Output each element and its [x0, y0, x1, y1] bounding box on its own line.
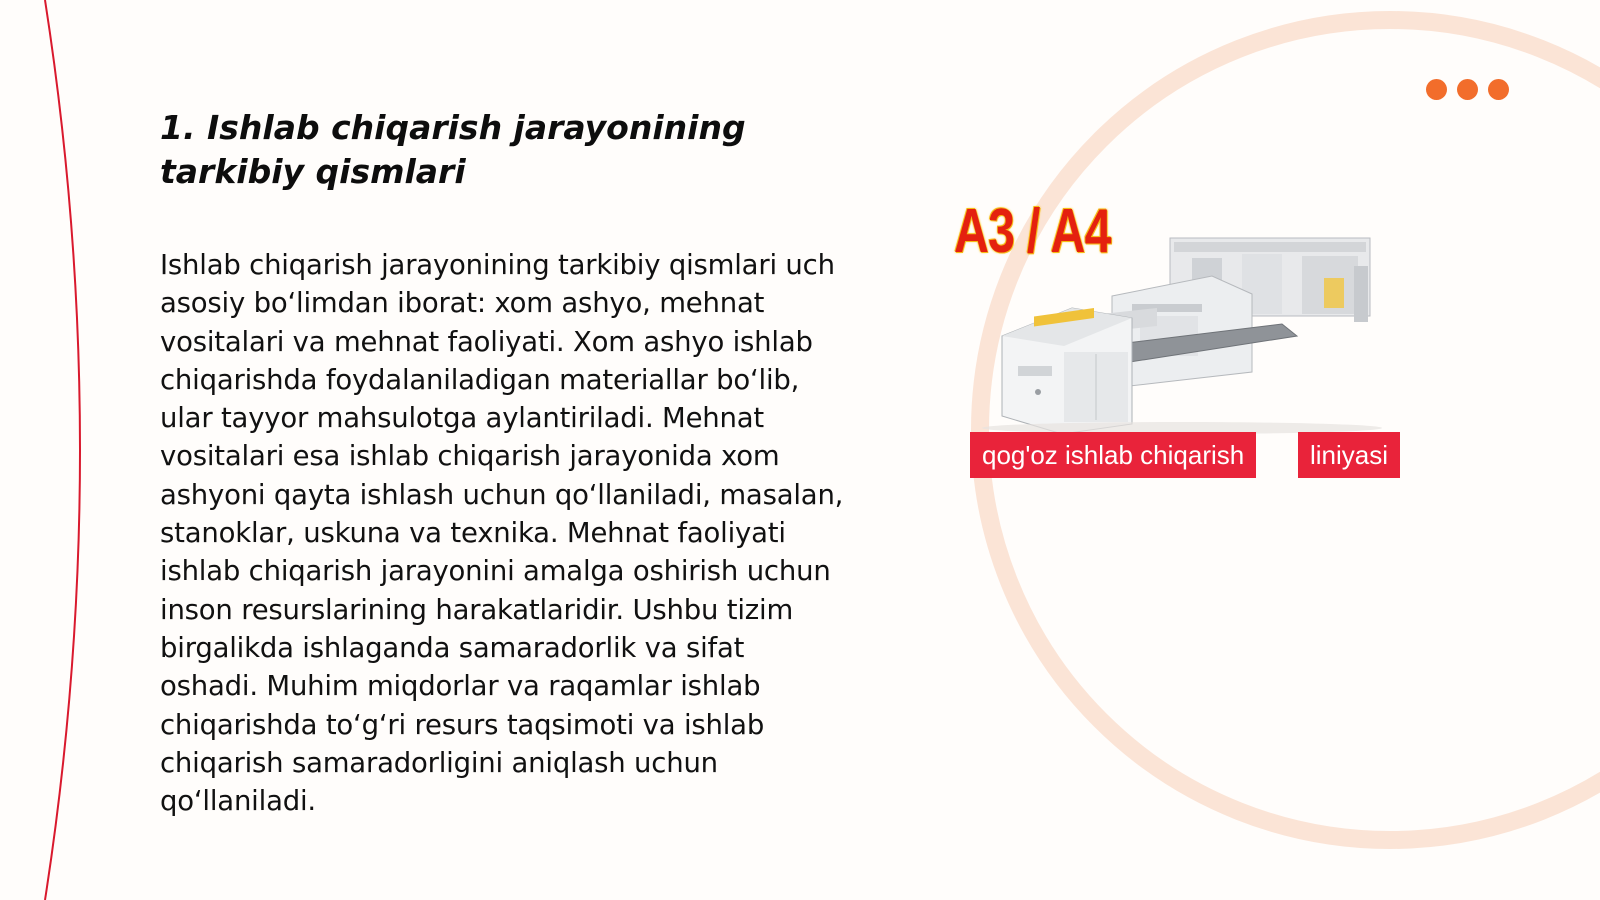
slide-title: 1. Ishlab chiqarish jarayonining tarkibiy qismlari [160, 108, 746, 191]
dot [1457, 79, 1478, 100]
dot [1426, 79, 1447, 100]
slide-body-text: Ishlab chiqarish jarayonining tarkibiy qismlari uch asosiy bo‘limdan iborat: xom ashyo, mehnat vositalari va mehnat faoliyati. Xom ashyo ishlab chiqarishda foydalaniladigan materiallar bo‘lib, ular tayyor mahsulotga aylantiriladi. Mehnat vositalari esa ishlab chiqarish jarayonida xom ashyoni qayta ishlash uchun qo‘llaniladi, masalan, stanoklar, uskuna va texnika. Mehnat faoliyati ishlab chiqarish jarayonini amalga oshirish uchun inson resurslarining harakatlaridir. Ushbu tizim birgalikda ishlaganda samaradorlik va sifat oshadi. Muhim miqdorlar va raqamlar ishlab chiqarishda to‘g‘ri resurs taqsimoti va ishlab chiqarish samaradorligini aniqlash uchun qo‘llaniladi. [160, 249, 844, 818]
three-dots-icon [1426, 79, 1509, 100]
machine-figure [952, 196, 1422, 486]
size-label: A3 / A4 [954, 197, 1111, 266]
caption-tag-2: liniyasi [1298, 432, 1400, 478]
dot [1488, 79, 1509, 100]
left-curve-line [45, 0, 80, 900]
caption-tag-1: qog'oz ishlab chiqarish [970, 432, 1256, 478]
